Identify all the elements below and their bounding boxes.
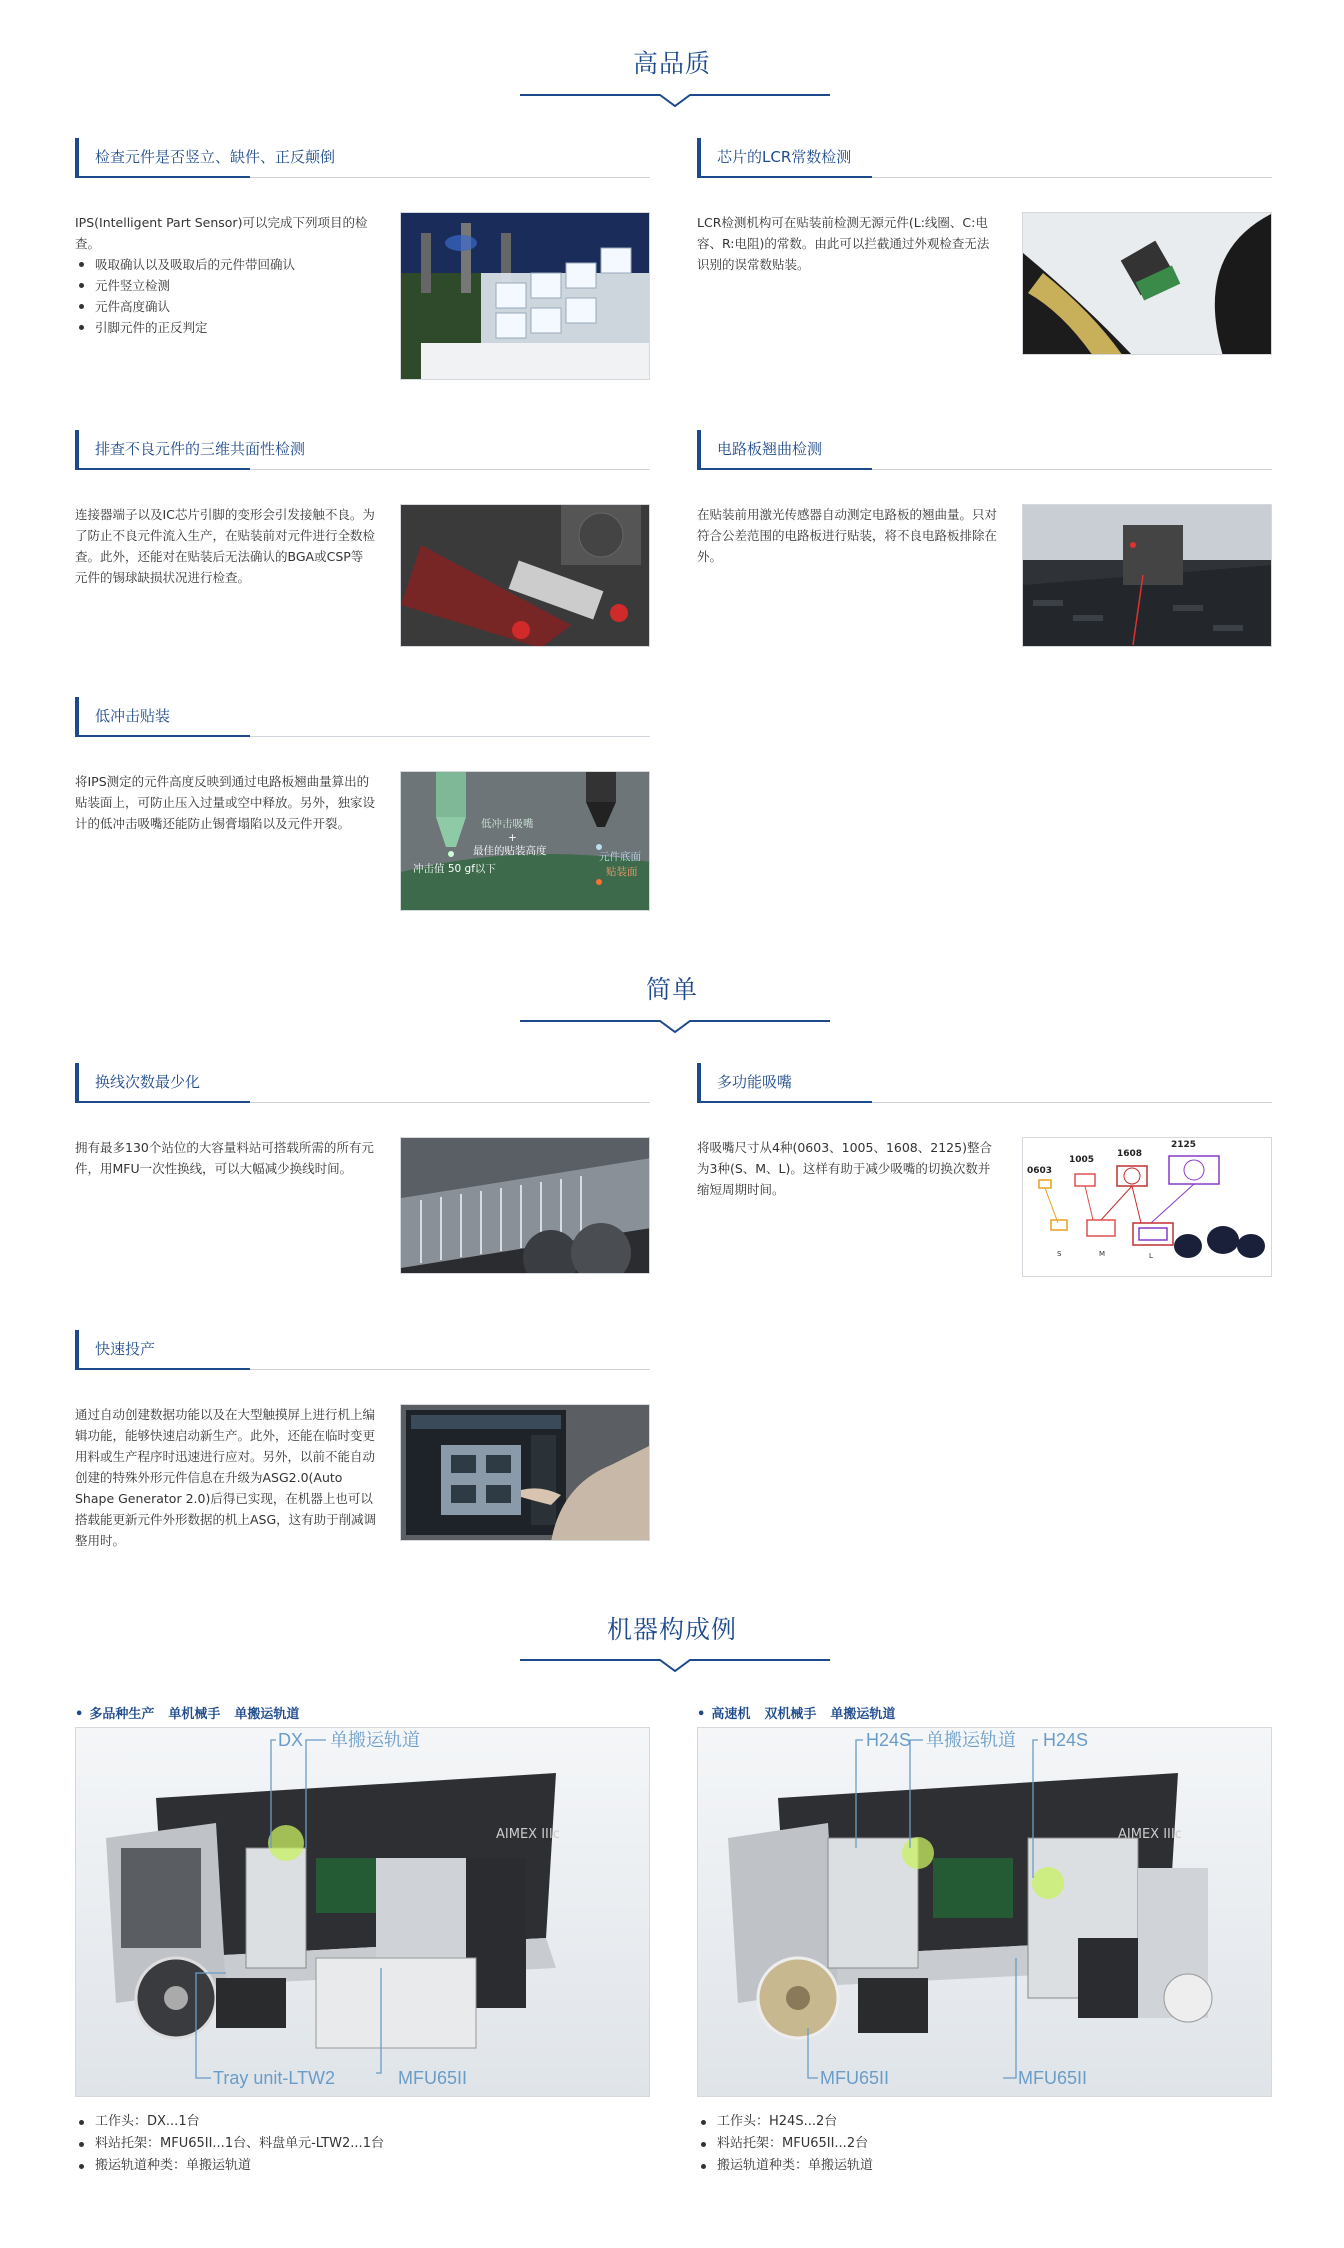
svg-text:1005: 1005 bbox=[1069, 1155, 1095, 1165]
section-divider bbox=[520, 1016, 830, 1036]
svg-text:AIMEX IIIc: AIMEX IIIc bbox=[1118, 1827, 1182, 1842]
svg-text:H24S: H24S bbox=[1043, 1730, 1089, 1750]
svg-text:+: + bbox=[508, 832, 517, 844]
quickstart-image bbox=[400, 1404, 650, 1541]
section-divider bbox=[520, 1655, 830, 1675]
list-item: 元件高度确认 bbox=[75, 296, 375, 317]
svg-text:最佳的贴装高度: 最佳的贴装高度 bbox=[473, 845, 547, 857]
heading-ips: 检查元件是否竖立、缺件、正反颠倒 bbox=[75, 138, 650, 178]
list-item: 引脚元件的正反判定 bbox=[75, 317, 375, 338]
heading-nozzle: 多功能吸嘴 bbox=[697, 1063, 1272, 1103]
svg-text:1608: 1608 bbox=[1117, 1149, 1143, 1159]
changeover-image bbox=[400, 1137, 650, 1274]
desc-ips: IPS(Intelligent Part Sensor)可以完成下列项目的检查。 吸取确认以及吸取后的元件带回确认 元件竖立检测 元件高度确认 引脚元件的正反判定 bbox=[75, 212, 375, 338]
machine-image-1 bbox=[75, 1727, 650, 2097]
config-title-2: • 高速机 双机械手 单搬运轨道 bbox=[697, 1707, 896, 1722]
list-item: 工作头：H24S...2台 bbox=[697, 2111, 873, 2133]
ips-image bbox=[400, 212, 650, 380]
svg-text:AIMEX IIIc: AIMEX IIIc bbox=[496, 1827, 560, 1842]
list-item: 料站托架：MFU65II...2台 bbox=[697, 2133, 873, 2155]
lcr-image bbox=[1022, 212, 1272, 355]
svg-text:M: M bbox=[1099, 1250, 1106, 1258]
section-title-config: 机器构成例 bbox=[606, 1615, 737, 1644]
lowimpact-image bbox=[400, 771, 650, 911]
heading-lowimpact: 低冲击贴装 bbox=[75, 697, 650, 737]
heading-warp: 电路板翘曲检测 bbox=[697, 430, 1272, 470]
svg-text:H24S: H24S bbox=[866, 1730, 912, 1750]
config-title-1: • 多品种生产 单机械手 单搬运轨道 bbox=[75, 1707, 300, 1722]
svg-text:MFU65II: MFU65II bbox=[398, 2068, 468, 2088]
svg-text:Tray unit-LTW2: Tray unit-LTW2 bbox=[213, 2068, 336, 2088]
heading-quickstart: 快速投产 bbox=[75, 1330, 650, 1370]
heading-changeover: 换线次数最少化 bbox=[75, 1063, 650, 1103]
svg-text:低冲击吸嘴: 低冲击吸嘴 bbox=[481, 818, 534, 830]
desc-changeover: 拥有最多130个站位的大容量料站可搭载所需的所有元件，用MFU一次性换线，可以大幅减少换线时间。 bbox=[75, 1140, 374, 1176]
list-item: 元件竖立检测 bbox=[75, 275, 375, 296]
svg-text:单搬运轨道: 单搬运轨道 bbox=[926, 1730, 1016, 1750]
desc-quickstart: 通过自动创建数据功能以及在大型触摸屏上进行机上编辑功能，能够快速启动新生产。此外，还能在临时变更用料或生产程序时迅速进行应对。另外，以前不能自动创建的特殊外形元件信息在升级为ASG2.0(Auto Shape Generator 2.0)后得已实现，在机器上也可以搭载能更新元件外形数据的机上ASG，这有助于削减调整用时。 bbox=[75, 1407, 377, 1548]
list-item: 工作头：DX...1台 bbox=[75, 2111, 384, 2133]
config-specs-1 bbox=[75, 2111, 384, 2177]
svg-text:MFU65II: MFU65II bbox=[1018, 2068, 1088, 2088]
nozzle-image bbox=[1022, 1137, 1272, 1277]
desc-lowimpact: 将IPS测定的元件高度反映到通过电路板翘曲量算出的贴装面上，可防止压入过量或空中释放。另外，独家设计的低冲击吸嘴还能防止锡膏塌陷以及元件开裂。 bbox=[75, 774, 376, 831]
svg-text:单搬运轨道: 单搬运轨道 bbox=[330, 1730, 420, 1750]
svg-text:元件底面: 元件底面 bbox=[599, 851, 641, 863]
desc-lcr: LCR检测机构可在贴装前检测无源元件(L:线圈、C:电容、R:电阻)的常数。由此可以拦截通过外观检查无法识别的误常数贴装。 bbox=[697, 215, 990, 272]
coplanarity-image bbox=[400, 504, 650, 647]
svg-text:MFU65II: MFU65II bbox=[820, 2068, 890, 2088]
svg-text:2125: 2125 bbox=[1171, 1140, 1197, 1150]
desc-warp: 在贴装前用激光传感器自动测定电路板的翘曲量。只对符合公差范围的电路板进行贴装，将不良电路板排除在外。 bbox=[697, 507, 998, 564]
list-item: 搬运轨道种类：单搬运轨道 bbox=[75, 2155, 384, 2177]
list-item: 搬运轨道种类：单搬运轨道 bbox=[697, 2155, 873, 2177]
desc-coplanarity: 连接器端子以及IC芯片引脚的变形会引发接触不良。为了防止不良元件流入生产，在贴装前对元件进行全数检查。此外，还能对在贴装后无法确认的BGA或CSP等元件的锡球缺损状况进行检查。 bbox=[75, 507, 376, 585]
section-title-quality: 高品质 bbox=[632, 49, 711, 78]
svg-text:贴装面: 贴装面 bbox=[606, 866, 638, 878]
svg-text:0603: 0603 bbox=[1027, 1166, 1053, 1176]
svg-text:S: S bbox=[1057, 1250, 1062, 1258]
warp-image bbox=[1022, 504, 1272, 647]
svg-text:DX: DX bbox=[278, 1730, 304, 1750]
list-item: 吸取确认以及吸取后的元件带回确认 bbox=[75, 254, 375, 275]
section-divider bbox=[520, 90, 830, 110]
heading-lcr: 芯片的LCR常数检测 bbox=[697, 138, 1272, 178]
heading-coplanarity: 排查不良元件的三维共面性检测 bbox=[75, 430, 650, 470]
machine-image-2 bbox=[697, 1727, 1272, 2097]
config-specs-2 bbox=[697, 2111, 873, 2177]
section-title-simple: 简单 bbox=[645, 975, 698, 1004]
list-item: 料站托架：MFU65II...1台、料盘单元-LTW2...1台 bbox=[75, 2133, 384, 2155]
desc-nozzle: 将吸嘴尺寸从4种(0603、1005、1608、2125)整合为3种(S、M、L)。这样有助于减少吸嘴的切换次数并缩短周期时间。 bbox=[697, 1140, 992, 1197]
svg-text:冲击值 50 gf以下: 冲击值 50 gf以下 bbox=[413, 863, 496, 875]
svg-text:L: L bbox=[1149, 1252, 1153, 1260]
